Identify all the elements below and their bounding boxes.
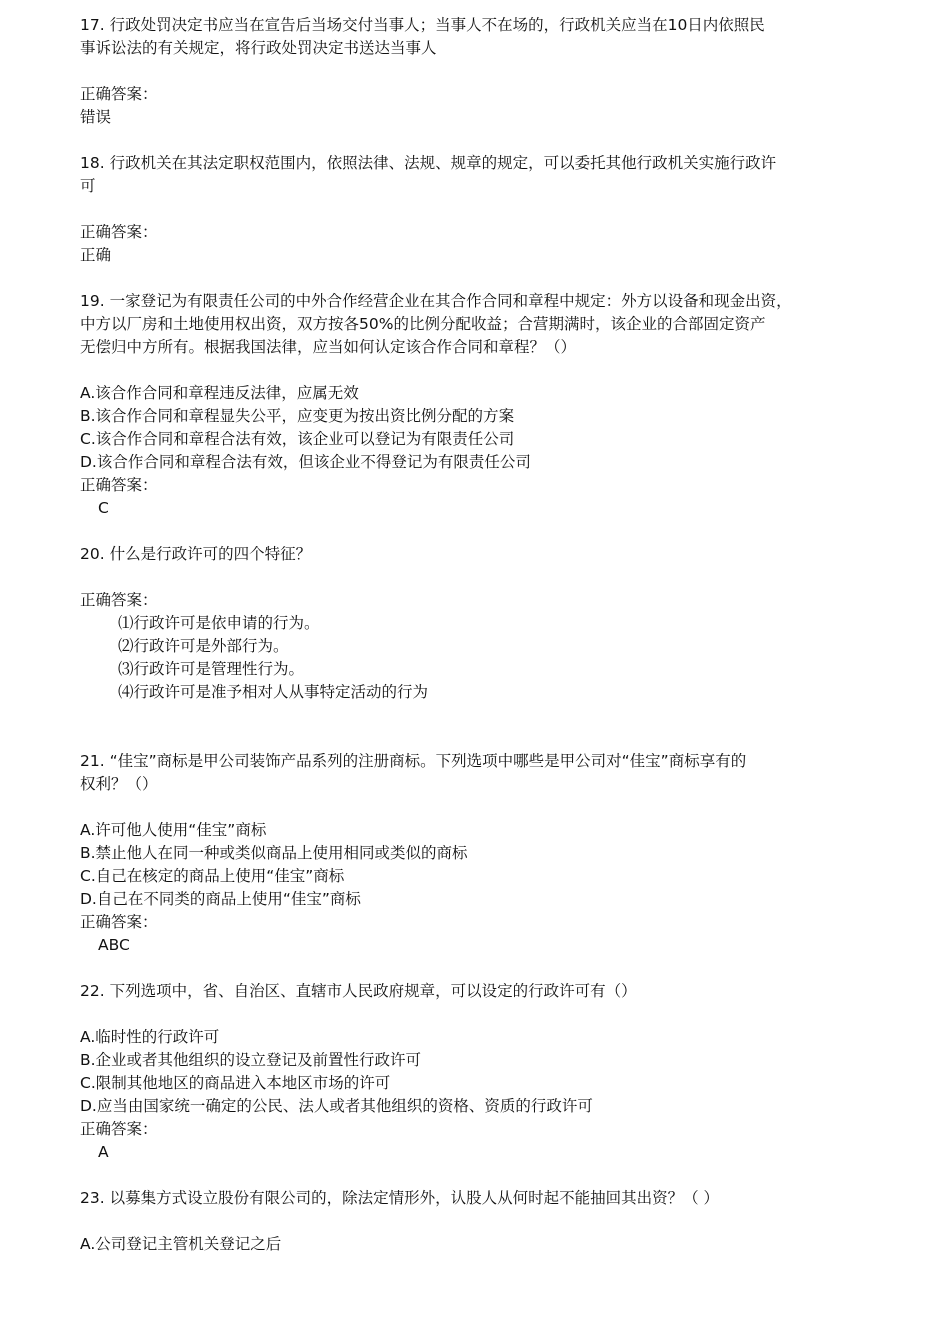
question-stem-line: 事诉讼法的有关规定，将行政处罚决定书送达当事人 — [80, 39, 437, 57]
question-stem-line: 18. 行政机关在其法定职权范围内，依照法律、法规、规章的规定，可以委托其他行政机关实施行政许 — [80, 154, 777, 172]
option-a: A.该合作合同和章程违反法律，应属无效 — [80, 384, 359, 402]
answer-list-item: ⑷行政许可是准予相对人从事特定活动的行为 — [118, 683, 429, 701]
option-a: A.许可他人使用“佳宝”商标 — [80, 821, 267, 839]
question-17 — [80, 14, 890, 129]
question-19 — [80, 290, 890, 520]
option-d: D.该合作合同和章程合法有效，但该企业不得登记为有限责任公司 — [80, 453, 531, 471]
question-18 — [80, 152, 890, 267]
answer-value: A — [98, 1143, 109, 1161]
question-stem-line: 21. “佳宝”商标是甲公司装饰产品系列的注册商标。下列选项中哪些是甲公司对“佳宝”商标享有的 — [80, 752, 747, 770]
answer-value: 错误 — [80, 108, 112, 126]
option-d: D.自己在不同类的商品上使用“佳宝”商标 — [80, 890, 361, 908]
answer-label: 正确答案： — [80, 85, 158, 103]
answer-list-item: ⑴行政许可是依申请的行为。 — [118, 614, 320, 632]
option-b: B.企业或者其他组织的设立登记及前置性行政许可 — [80, 1051, 422, 1069]
option-a: A.公司登记主管机关登记之后 — [80, 1235, 282, 1253]
option-b: B.禁止他人在同一种或类似商品上使用相同或类似的商标 — [80, 844, 468, 862]
question-22 — [80, 980, 890, 1164]
option-b: B.该合作合同和章程显失公平，应变更为按出资比例分配的方案 — [80, 407, 515, 425]
question-stem-line: 23. 以募集方式设立股份有限公司的，除法定情形外，认股人从何时起不能抽回其出资？（ ） — [80, 1189, 720, 1207]
answer-label: 正确答案： — [80, 1120, 158, 1138]
question-stem-line: 中方以厂房和土地使用权出资，双方按各50%的比例分配收益；合营期满时，该企业的合部固定资产 — [80, 315, 766, 333]
answer-value: C — [98, 499, 109, 517]
question-stem-line: 17. 行政处罚决定书应当在宣告后当场交付当事人；当事人不在场的，行政机关应当在10日内依照民 — [80, 16, 765, 34]
answer-label: 正确答案： — [80, 476, 158, 494]
question-stem-line: 权利？（） — [80, 775, 158, 793]
option-c: C.自己在核定的商品上使用“佳宝”商标 — [80, 867, 345, 885]
question-stem-line: 20. 什么是行政许可的四个特征？ — [80, 545, 312, 563]
answer-value: ABC — [98, 936, 130, 954]
question-20 — [80, 543, 890, 704]
document-page — [80, 14, 890, 1256]
answer-value: 正确 — [80, 246, 112, 264]
question-stem-line: 22. 下列选项中，省、自治区、直辖市人民政府规章，可以设定的行政许可有（） — [80, 982, 637, 1000]
option-c: C.该合作合同和章程合法有效，该企业可以登记为有限责任公司 — [80, 430, 515, 448]
question-23 — [80, 1187, 890, 1256]
question-21 — [80, 750, 890, 957]
answer-list-item: ⑵行政许可是外部行为。 — [118, 637, 289, 655]
question-stem-line: 19. 一家登记为有限责任公司的中外合作经营企业在其合作合同和章程中规定：外方以设备和现金出资， — [80, 292, 792, 310]
option-d: D.应当由国家统一确定的公民、法人或者其他组织的资格、资质的行政许可 — [80, 1097, 593, 1115]
option-c: C.限制其他地区的商品进入本地区市场的许可 — [80, 1074, 391, 1092]
answer-list-item: ⑶行政许可是管理性行为。 — [118, 660, 305, 678]
answer-label: 正确答案： — [80, 591, 158, 609]
question-stem-line: 无偿归中方所有。根据我国法律，应当如何认定该合作合同和章程？（） — [80, 338, 577, 356]
answer-label: 正确答案： — [80, 223, 158, 241]
answer-label: 正确答案： — [80, 913, 158, 931]
option-a: A.临时性的行政许可 — [80, 1028, 220, 1046]
question-stem-line: 可 — [80, 177, 96, 195]
